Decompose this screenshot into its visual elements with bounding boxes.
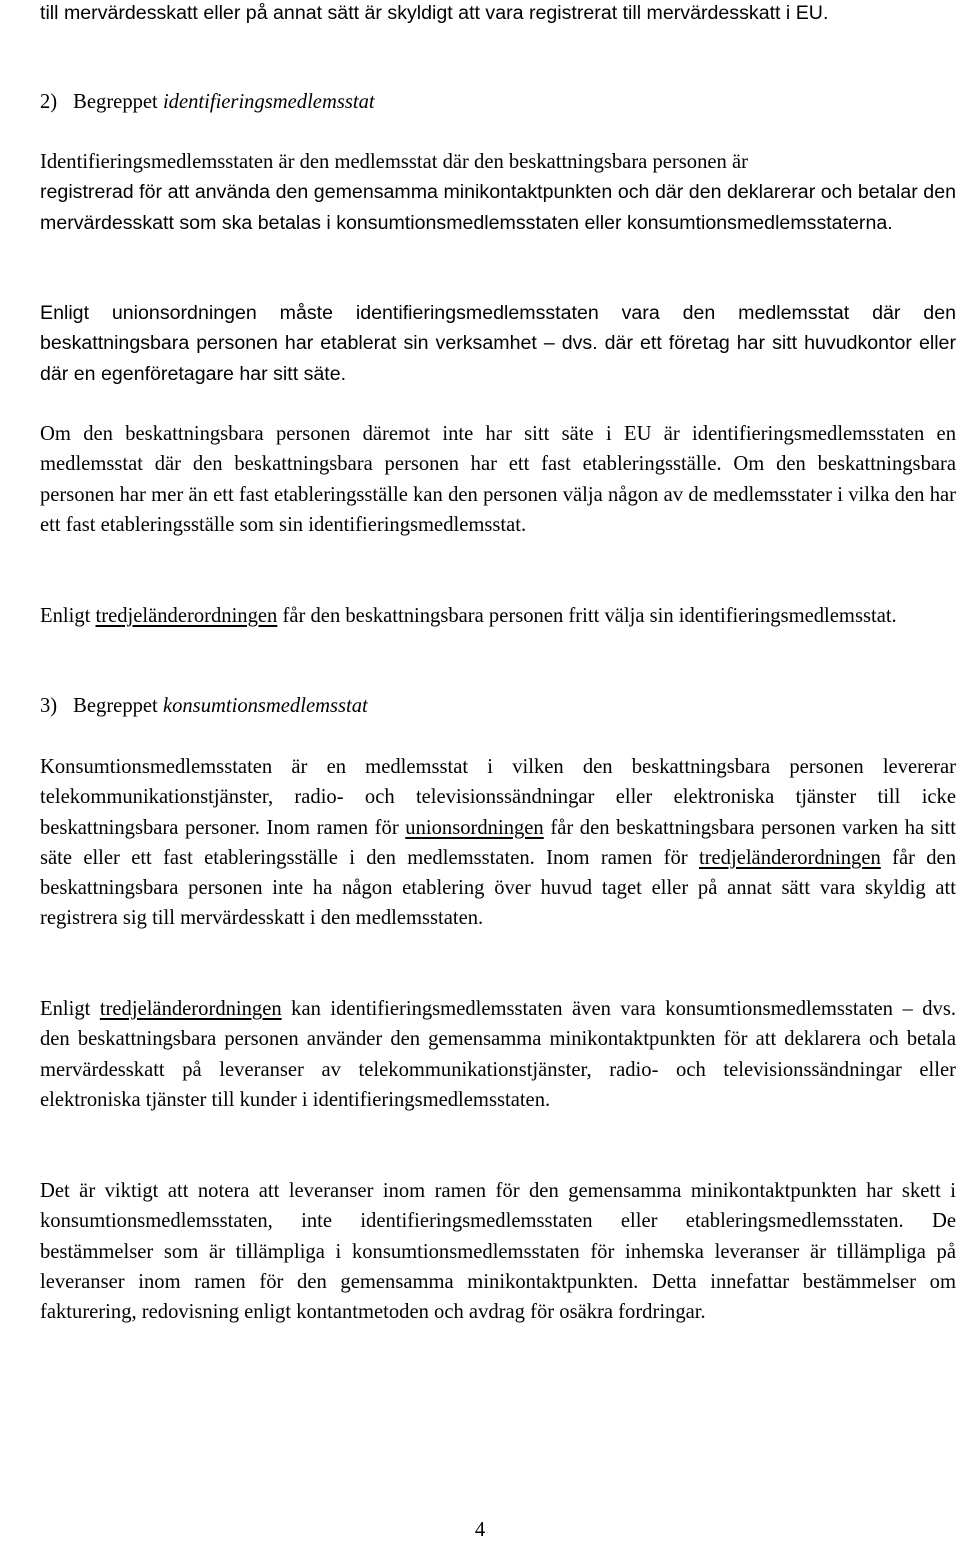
section-2-paragraph-1	[40, 147, 956, 238]
section-2-p4-rest: får den beskattningsbara personen fritt välja sin identifieringsmedlemsstat.	[282, 605, 897, 627]
section-3-p2-rest: dvs. den beskattningsbara personen använder den gemensamma minikontaktpunkten för att deklarera och betala mervärdesskatt på leveranser av telekommunikationstjänster, radio- och televisionssändningar eller elektroniska tjänster till kunder i identifieringsmedlemsstaten.	[40, 998, 956, 1111]
section-3-p2-text: kan identifieringsmedlemsstaten även vara konsumtionsmedlemsstaten	[291, 998, 893, 1020]
section-3-prefix: Begreppet	[73, 695, 158, 717]
section-2-prefix: Begreppet	[73, 91, 158, 113]
section-3-paragraph-2	[40, 994, 956, 1115]
section-2-p2-abbrev: dvs.	[561, 332, 598, 355]
section-2-p2-rest: där ett företag har sitt huvudkontor eller där en egenföretagare har sitt säte.	[40, 332, 956, 385]
section-3-p1-rest: får den beskattningsbara personen inte ha någon etablering över huvud taget eller på annat sätt vara skyldig att registrera sig till mervärdesskatt i den medlemsstaten.	[40, 846, 956, 930]
section-3-p2-lead: Enligt	[40, 998, 91, 1020]
section-2-p1-rest: registrerad för att använda den gemensamma minikontaktpunkten och där den deklarerar och betalar den mervärdesskatt som ska betalas i konsumtionsmedlemsstaten eller konsumtionsmedlemsstaterna.	[40, 181, 956, 234]
section-2-heading	[40, 87, 956, 117]
dash: –	[543, 332, 555, 355]
section-3-p1-mid: får den beskattningsbara personen varken ha sitt säte eller ett fast etableringsställe i den medlemsstaten. Inom ramen för	[40, 816, 956, 869]
section-3-number: 3)	[40, 695, 58, 717]
section-2-paragraph-4	[40, 601, 956, 631]
section-3-p3-text: Det är viktigt att notera att leveranser inom ramen för den gemensamma minikontaktpunkten har skett i konsumtionsmedlemsstaten, inte identifieringsmedlemsstaten eller etableringsmedlemsstaten. De bestämmelser som är tillämpliga i konsumtionsmedlemsstaten för inhemska leveranser är tillämpliga på leveranser inom ramen för den gemensamma minikontaktpunkten. Detta innefattar bestämmelser om fakturering, redovisning enligt kontantmetoden och avdrag för osäkra fordringar.	[40, 1180, 956, 1324]
section-2-number: 2)	[40, 91, 58, 113]
section-3-heading	[40, 691, 956, 721]
section-3-term: konsumtionsmedlemsstat	[162, 695, 368, 717]
section-2-paragraph-3	[40, 419, 956, 540]
section-2-p4-lead: Enligt	[40, 605, 91, 627]
section-2-term: identifieringsmedlemsstat	[162, 91, 375, 113]
tredjelanderordningen-link: tredjeländerordningen	[698, 846, 881, 869]
section-2-p2-text: Enligt unionsordningen måste identifieringsmedlemsstaten vara den medlemsstat där den beskattningsbara personen har etablerat sin verksamhet	[40, 302, 956, 355]
section-3-p1-text: Konsumtionsmedlemsstaten är en medlemsstat i vilken den beskattningsbara personen levererar telekommunikationstjänster, radio- och televisionssändningar eller elektroniska tjänster till icke beskattningsbara personer. Inom ramen för	[40, 756, 956, 839]
intro-paragraph	[40, 0, 956, 28]
section-2-p3-text: Om den beskattningsbara personen däremot inte har sitt säte i EU är identifieringsmedlemsstaten en medlemsstat där den beskattningsbara personen har ett fast etableringsställe. Om den beskattningsbara personen har mer än ett fast etableringsställe kan den personen välja någon av de medlemsstater i vilka den har ett fast etableringsställe som sin identifieringsmedlemsstat.	[40, 423, 956, 536]
section-2-p1-line1: Identifieringsmedlemsstaten är den medlemsstat där den beskattningsbara personen är	[40, 151, 748, 173]
tredjelanderordningen-link: tredjeländerordningen	[95, 605, 278, 627]
tredjelanderordningen-link: tredjeländerordningen	[99, 998, 282, 1020]
unionsordningen-link: unionsordningen	[405, 816, 544, 839]
section-2-paragraph-2	[40, 298, 956, 389]
section-3-paragraph-1	[40, 752, 956, 934]
section-3-paragraph-3	[40, 1176, 956, 1327]
intro-text: till mervärdesskatt eller på annat sätt är skyldigt att vara registrerat till mervärdesskatt i EU.	[40, 2, 829, 24]
dash: –	[902, 998, 913, 1020]
page-number: 4	[474, 1519, 486, 1541]
